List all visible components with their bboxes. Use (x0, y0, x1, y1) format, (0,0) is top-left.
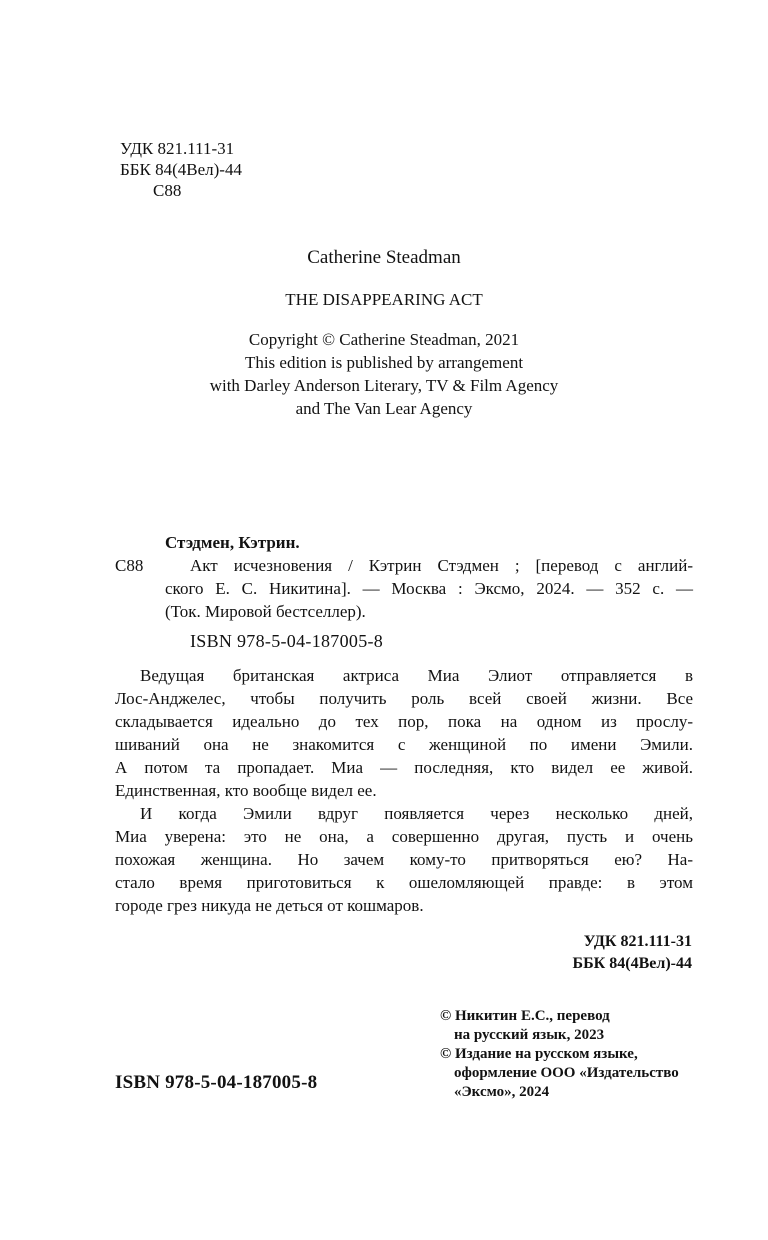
catalog-author: Стэдмен, Кэтрин. (165, 533, 300, 552)
copyright-line: «Эксмо», 2024 (454, 1084, 550, 1100)
isbn-bottom: ISBN 978-5-04-187005-8 (115, 1072, 318, 1093)
annotation-line: складывается идеально до тех пор, пока на одном из прослу- (115, 712, 693, 731)
original-title: THE DISAPPEARING ACT (285, 290, 483, 309)
author-sign-catalog: С88 (115, 556, 144, 575)
bbk-code-top: ББК 84(4Вел)-44 (120, 160, 242, 179)
annotation-block (115, 664, 693, 917)
annotation-line: городе грез никуда не деться от кошмаров. (115, 896, 424, 915)
udk-code-bottom: УДК 821.111-31 (583, 933, 692, 950)
copyright-line: на русский язык, 2023 (454, 1027, 605, 1043)
top-classification-codes (120, 138, 242, 201)
catalog-line: Акт исчезновения / Кэтрин Стэдмен ; [перевод с англий- (190, 556, 693, 575)
annotation-line: Миа уверена: это не она, а совершенно другая, пусть и очень (115, 827, 693, 846)
copyright-entry-translation (440, 1007, 679, 1045)
copyright-line: © Издание на русском языке, (440, 1046, 638, 1062)
isbn-catalog: ISBN 978-5-04-187005-8 (190, 631, 384, 651)
annotation-line: стало время приготовиться к ошеломляющей правде: в этом (115, 873, 693, 892)
author-sign-top: С88 (153, 181, 182, 200)
copyright-line: оформление ООО «Издательство (454, 1065, 679, 1081)
bottom-classification-codes (573, 931, 693, 975)
annotation-line: похожая женщина. Но зачем кому-то притворяться ею? На- (115, 850, 693, 869)
annotation-line: И когда Эмили вдруг появляется через несколько дней, (140, 804, 693, 823)
copyright-notices-block (440, 1007, 679, 1102)
arrangement-line: This edition is published by arrangement (244, 353, 524, 372)
original-author: Catherine Steadman (307, 247, 461, 268)
catalog-line: (Ток. Мировой бестселлер). (165, 602, 366, 621)
original-copyright-lines (0, 328, 768, 420)
original-copyright-line: Copyright © Catherine Steadman, 2021 (248, 330, 520, 349)
annotation-line: шиваний она не знакомится с женщиной по имени Эмили. (115, 735, 693, 754)
catalog-card-block (115, 531, 693, 653)
catalog-line: ского Е. С. Никитина]. — Москва : Эксмо, 2024. — 352 с. — (165, 579, 693, 598)
original-edition-block (0, 247, 768, 420)
bbk-code-bottom: ББК 84(4Вел)-44 (572, 955, 692, 972)
copyright-entry-edition (440, 1045, 679, 1102)
udk-code-top: УДК 821.111-31 (120, 139, 235, 158)
catalog-description (165, 554, 693, 623)
copyright-line: © Никитин Е.С., перевод (440, 1008, 610, 1024)
annotation-line: Ведущая британская актриса Миа Элиот отправляется в (140, 666, 693, 685)
annotation-line: Единственная, кто вообще видел ее. (115, 781, 377, 800)
annotation-line: А потом та пропадает. Миа — последняя, кто видел ее живой. (115, 758, 693, 777)
arrangement-line: with Darley Anderson Literary, TV & Film Agency (209, 376, 559, 395)
catalog-entry (115, 554, 693, 623)
annotation-line: Лос-Анджелес, чтобы получить роль всей своей жизни. Все (115, 689, 693, 708)
arrangement-line: and The Van Lear Agency (295, 399, 473, 418)
